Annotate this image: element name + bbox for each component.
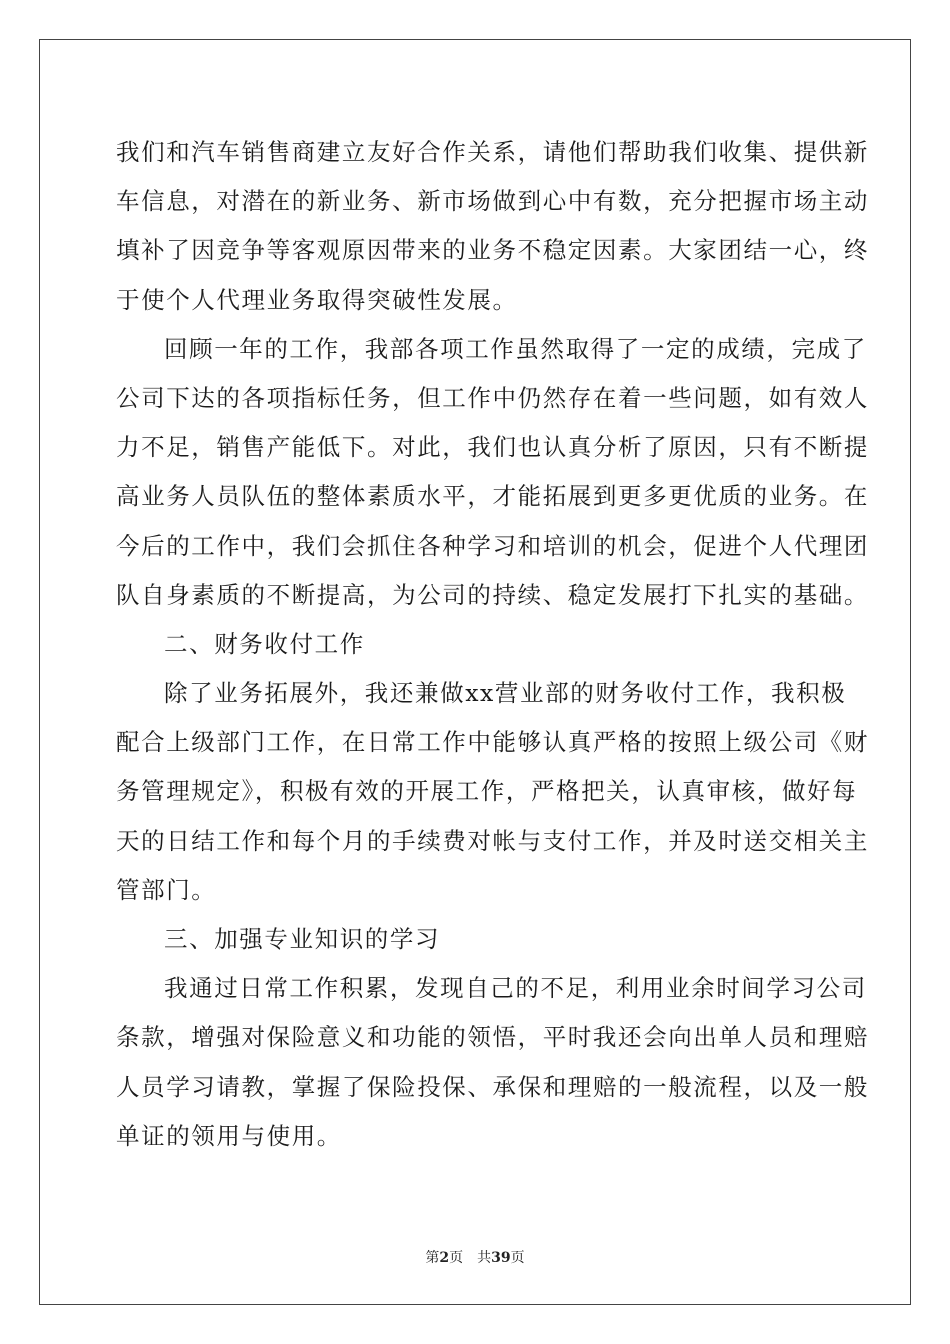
paragraph-line: 高业务人员队伍的整体素质水平，才能拓展到更多更优质的业务。在 [116, 482, 869, 511]
footer-page-current: 2 [439, 1250, 450, 1266]
paragraph-line: 于使个人代理业务取得突破性发展。 [116, 285, 518, 314]
paragraph-line: 填补了因竞争等客观原因带来的业务不稳定因素。大家团结一心，终 [116, 236, 869, 265]
footer-page-total: 39 [491, 1250, 511, 1266]
paragraph-line: 我们和汽车销售商建立友好合作关系，请他们帮助我们收集、提供新 [116, 138, 869, 166]
paragraph-line: 天的日结工作和每个月的手续费对帐与支付工作，并及时送交相关主 [116, 826, 869, 855]
paragraph-first-line: 回顾一年的工作，我部各项工作虽然取得了一定的成绩，完成了 [164, 334, 867, 363]
footer-page-unit: 页 [449, 1250, 464, 1266]
paragraph-line: 人员学习请教，掌握了保险投保、承保和理赔的一般流程，以及一般 [116, 1072, 869, 1101]
footer-total-unit: 页 [510, 1250, 525, 1266]
paragraph-line: 今后的工作中，我们会抓住各种学习和培训的机会，促进个人代理团 [116, 531, 869, 560]
page-footer [0, 1247, 950, 1267]
paragraph-line: 配合上级部门工作，在日常工作中能够认真严格的按照上级公司《财 [116, 728, 869, 757]
paragraph-line: 车信息，对潜在的新业务、新市场做到心中有数，充分把握市场主动 [116, 187, 869, 216]
footer-page-prefix: 第 [425, 1250, 440, 1266]
paragraph-line: 条款，增强对保险意义和功能的领悟，平时我还会向出单人员和理赔 [116, 1023, 869, 1052]
paragraph-first-line: 我通过日常工作积累，发现自己的不足，利用业余时间学习公司 [164, 974, 867, 1003]
document-body [116, 128, 869, 1161]
paragraph-first-line: 除了业务拓展外，我还兼做xx营业部的财务收付工作，我积极 [164, 679, 847, 708]
paragraph-line: 管部门。 [116, 875, 217, 904]
section-heading: 三、加强专业知识的学习 [164, 925, 441, 953]
paragraph-line: 力不足，销售产能低下。对此，我们也认真分析了原因，只有不断提 [116, 433, 869, 462]
paragraph-line: 公司下达的各项指标任务，但工作中仍然存在着一些问题，如有效人 [116, 383, 869, 412]
paragraph-line: 单证的领用与使用。 [116, 1121, 342, 1150]
paragraph-line: 务管理规定》，积极有效的开展工作，严格把关，认真审核，做好每 [116, 777, 858, 806]
paragraph-line: 队自身素质的不断提高，为公司的持续、稳定发展打下扎实的基础。 [116, 580, 869, 609]
footer-total-prefix: 共 [477, 1250, 492, 1266]
section-heading: 二、财务收付工作 [164, 629, 365, 658]
